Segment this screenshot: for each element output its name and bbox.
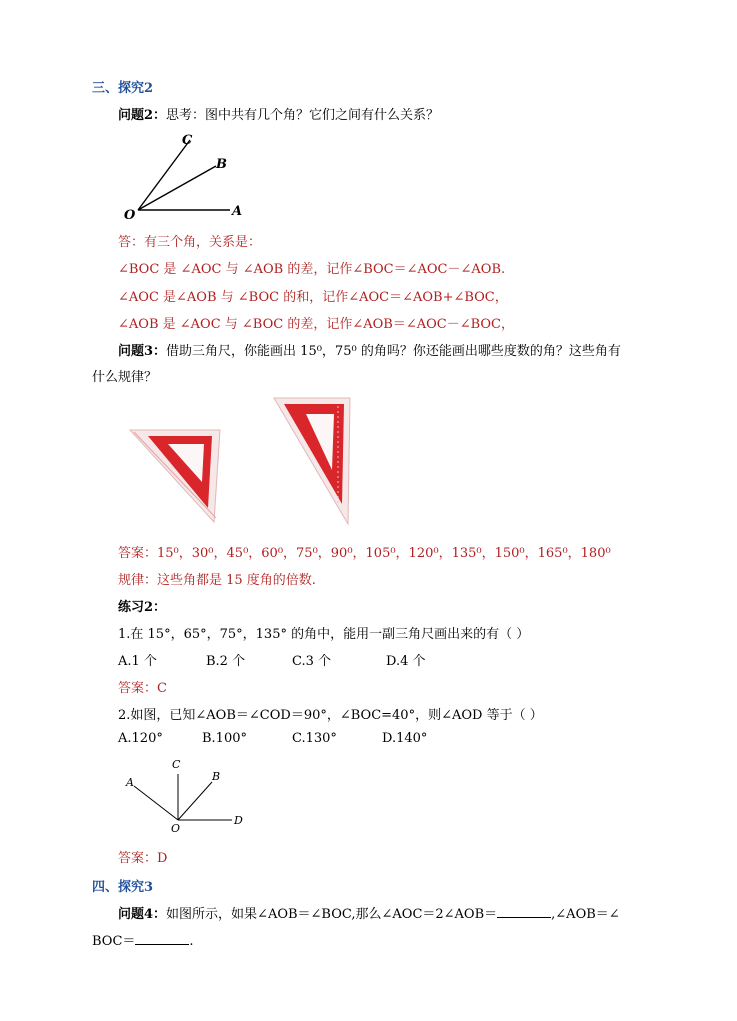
- problem-4-text-d: .: [189, 934, 194, 949]
- problem-4-text-c: BOC＝: [92, 934, 136, 949]
- q1-answer-value: C: [157, 681, 167, 696]
- problem-4-text-b: ,∠AOB＝∠: [551, 907, 620, 922]
- problem-3-rule: 规律：这些角都是 15 度角的倍数.: [118, 573, 316, 588]
- relation-3: ∠AOB 是 ∠AOC 与 ∠BOC 的差，记作∠AOB＝∠AOC－∠BOC，: [118, 317, 514, 332]
- q1-option-b: B.2 个: [206, 654, 246, 669]
- q2-answer-label: 答案：: [118, 851, 158, 866]
- q1-option-a: A.1 个: [118, 654, 157, 669]
- problem-2-text: 思考：图中共有几个角？它们之间有什么关系？: [166, 108, 440, 123]
- fig2-label-a: A: [126, 776, 134, 789]
- fig2-label-c: C: [172, 758, 181, 771]
- problem-3-answer-label: 答案：: [118, 546, 158, 561]
- practice-2-heading: 练习2：: [118, 600, 167, 615]
- section-heading-4: 四、探究3: [92, 880, 154, 895]
- problem-4-line1: [118, 903, 620, 922]
- fig2-label-o: O: [171, 822, 181, 835]
- relation-2: ∠AOC 是∠AOB 与 ∠BOC 的和，记作∠AOC＝∠AOB+∠BOC，: [118, 290, 508, 305]
- problem-3-line1: [118, 340, 621, 359]
- problem-2: [118, 104, 439, 123]
- problem-3-text: 借助三角尺，你能画出 15⁰，75⁰ 的角吗？你还能画出哪些度数的角？这些角有: [166, 344, 621, 359]
- q2-option-c: C.130°: [292, 731, 337, 746]
- problem-3-prefix: 问题3：: [118, 344, 167, 359]
- problem-4-blank-2[interactable]: [135, 932, 189, 945]
- problem-4-prefix: 问题4：: [118, 907, 167, 922]
- section-heading-3: 三、探究2: [92, 81, 154, 96]
- label-b: B: [216, 157, 227, 172]
- problem-3-answer-values: 15⁰，30⁰，45⁰，60⁰，75⁰，90⁰，105⁰，120⁰，135⁰，150⁰，165⁰，180⁰: [157, 546, 611, 561]
- problem-3-answer: [118, 542, 611, 561]
- label-o: O: [124, 208, 136, 223]
- problem-4-line2: [92, 930, 194, 949]
- angle-figure-aob-boc: [118, 128, 258, 224]
- q2-option-d: D.140°: [382, 731, 428, 746]
- problem-3-line2: 什么规律？: [92, 370, 158, 385]
- problem-4-text-a: 如图所示，如果∠AOB＝∠BOC,那么∠AOC＝2∠AOB＝: [166, 907, 498, 922]
- q2-option-b: B.100°: [202, 731, 247, 746]
- practice-2-q2: 2.如图，已知∠AOB＝∠COD＝90°，∠BOC=40°，则∠AOD 等于（ ）: [118, 708, 543, 723]
- set-square-45-image: [128, 422, 228, 528]
- q2-option-a: A.120°: [118, 731, 163, 746]
- angle-figure-aob-cod: [118, 756, 254, 836]
- q2-answer: [118, 847, 167, 866]
- practice-2-q1: 1.在 15°，65°，75°，135° 的角中，能用一副三角尺画出来的有（ ）: [118, 627, 530, 642]
- problem-2-prefix: 问题2：: [118, 108, 167, 123]
- answer-intro: 答：有三个角，关系是：: [118, 235, 262, 250]
- problem-4-blank-1[interactable]: [497, 905, 551, 918]
- q1-option-c: C.3 个: [292, 654, 332, 669]
- fig2-label-d: D: [234, 814, 243, 827]
- set-square-30-60-image: [272, 396, 356, 530]
- fig2-label-b: B: [212, 770, 221, 783]
- label-a: A: [232, 204, 243, 219]
- q1-option-d: D.4 个: [386, 654, 426, 669]
- q1-answer-label: 答案：: [118, 681, 158, 696]
- label-c: C: [182, 133, 193, 148]
- relation-1: ∠BOC 是 ∠AOC 与 ∠AOB 的差，记作∠BOC＝∠AOC－∠AOB.: [118, 262, 506, 277]
- q2-answer-value: D: [157, 851, 168, 866]
- q1-answer: [118, 677, 167, 696]
